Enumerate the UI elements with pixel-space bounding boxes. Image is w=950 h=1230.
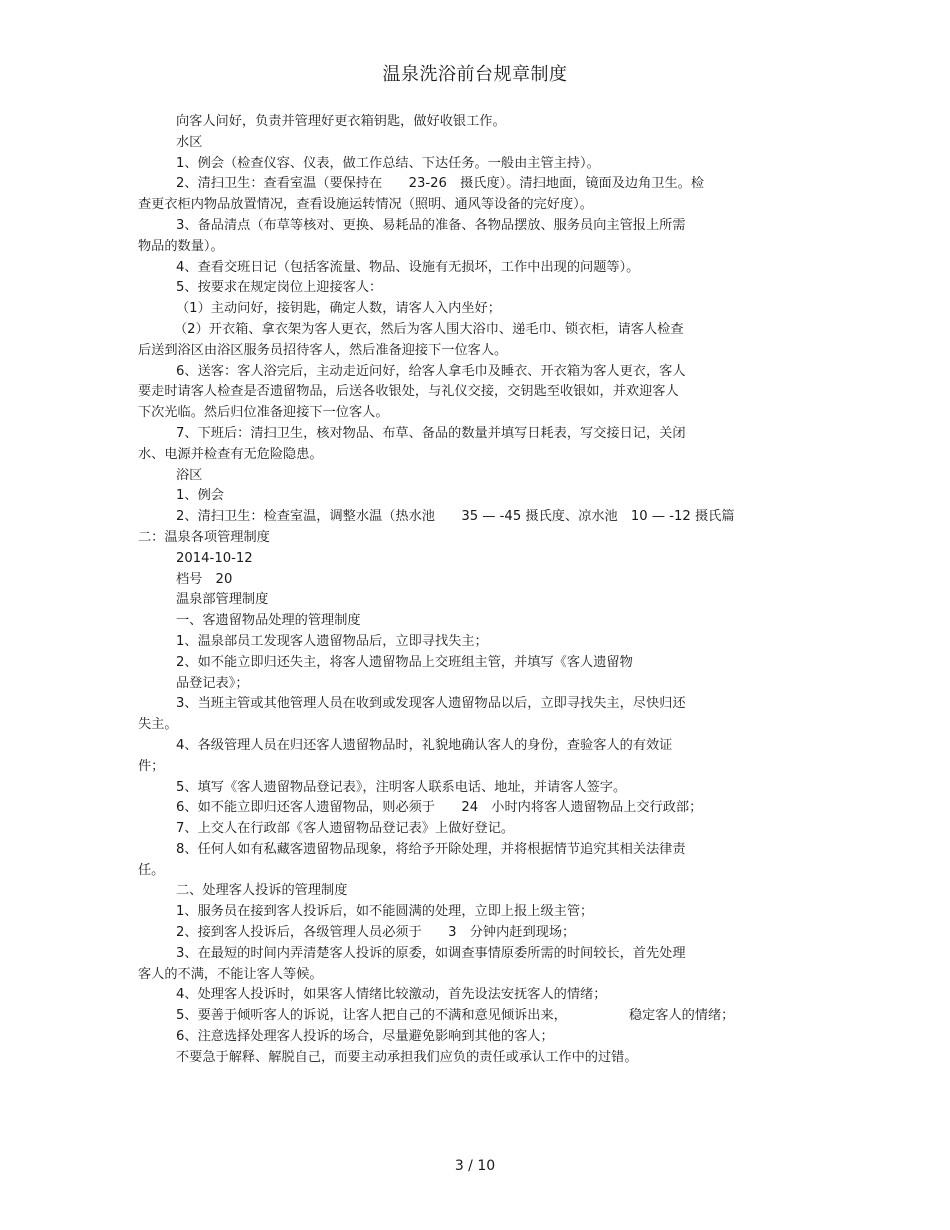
text-line: 下次光临。然后归位准备迎接下一位客人。: [138, 405, 389, 421]
text-line: [138, 1006, 798, 1027]
text-fragment: 5、要善于倾听客人的诉说，让客人把自己的不满和意见倾诉出来，: [176, 1008, 567, 1024]
document-body: [138, 112, 798, 1069]
text-line: 7、上交人在行政部《客人遗留物品登记表》上做好登记。: [176, 821, 515, 837]
text-line: 4、处理客人投诉时，如果客人情绪比较激动，首先设法安抚客人的情绪；: [176, 987, 607, 1003]
document-number: 档号 20: [176, 571, 233, 587]
text-line: 客人的不满，不能让客人等候。: [138, 966, 323, 982]
section-heading: 浴区: [176, 467, 203, 483]
text-line: 1、温泉部员工发现客人遗留物品后，立即寻找失主；: [176, 633, 488, 649]
document-date: 2014-10-12: [176, 550, 253, 566]
section-heading: 二、处理客人投诉的管理制度: [176, 883, 348, 899]
page-number: 3 / 10: [454, 1158, 496, 1174]
text-line: 水、电源并检查有无危险隐患。: [138, 446, 323, 462]
text-line: 5、填写《客人遗留物品登记表》，注明客人联系电话、地址，并请客人签字。: [176, 779, 627, 795]
text-line: 后送到浴区由浴区服务员招待客人，然后准备迎接下一位客人。: [138, 342, 508, 358]
text-line: （2）开衣箱、拿衣架为客人更衣，然后为客人围大浴巾、递毛巾、锁衣柜，请客人检查: [174, 321, 684, 337]
text-line: 1、例会: [176, 488, 224, 504]
text-line: 任。: [138, 862, 165, 878]
text-line: 1、例会（检查仪容、仪表，做工作总结、下达任务。一般由主管主持）。: [176, 155, 600, 171]
page-title: 温泉洗浴前台规章制度: [382, 64, 568, 85]
text-line: 不要急于解释、解脱自己，而要主动承担我们应负的责任或承认工作中的过错。: [176, 1049, 638, 1065]
text-line: 3、当班主管或其他管理人员在收到或发现客人遗留物品以后，立即寻找失主，尽快归还: [176, 696, 686, 712]
text-line: 8、任何人如有私藏客遗留物品现象，将给予开除处理，并将根据情节追究其相关法律责: [176, 841, 686, 857]
text-line: （1）主动问好，接钥匙，确定人数，请客人入内坐好；: [176, 301, 501, 317]
text-line: 5、按要求在规定岗位上迎接客人：: [176, 280, 383, 296]
text-line: 1、服务员在接到客人投诉后，如不能圆满的处理，立即上报上级主管；: [176, 904, 594, 920]
text-line: 2、清扫卫生：检查室温，调整水温（热水池 35 — -45 摄氏度、凉水池 10 — -12 摄氏篇: [176, 509, 735, 525]
text-line: 2、接到客人投诉后，各级管理人员必须于 3 分钟内赶到现场；: [176, 925, 576, 941]
text-line: 6、送客：客人浴完后，主动走近问好，给客人拿毛巾及睡衣、开衣箱为客人更衣，客人: [176, 363, 686, 379]
text-fragment: 稳定客人的情绪；: [628, 1008, 735, 1024]
text-line: 6、如不能立即归还客人遗留物品，则必须于 24 小时内将客人遗留物品上交行政部；: [176, 800, 703, 816]
section-heading: 温泉部管理制度: [176, 592, 269, 608]
text-line: 2、如不能立即归还失主，将客人遗留物品上交班组主管，并填写《客人遗留物: [176, 654, 633, 670]
text-line: 3、在最短的时间内弄清楚客人投诉的原委，如调查事情原委所需的时间较长，首先处理: [176, 945, 686, 961]
section-heading: 二：温泉各项管理制度: [138, 529, 270, 545]
section-heading: 水区: [176, 134, 203, 150]
text-line: 件；: [138, 758, 165, 774]
text-line: 失主。: [138, 717, 178, 733]
text-line: 4、各级管理人员在归还客人遗留物品时，礼貌地确认客人的身份，查验客人的有效证: [176, 737, 673, 753]
text-line: 查更衣柜内物品放置情况，查看设施运转情况（照明、通风等设备的完好度）。: [138, 197, 593, 213]
text-line: 向客人问好，负责并管理好更衣箱钥匙，做好收银工作。: [176, 114, 506, 129]
section-heading: 一、客遗留物品处理的管理制度: [176, 613, 361, 629]
text-line: 6、注意选择处理客人投诉的场合，尽量避免影响到其他的客人；: [176, 1029, 554, 1045]
text-line: 品登记表》；: [176, 675, 249, 691]
text-line: 2、清扫卫生：查看室温（要保持在 23-26 摄氏度）。清扫地面，镜面及边角卫生。检: [176, 176, 705, 192]
text-line: 4、查看交班日记（包括客流量、物品、设施有无损坏，工作中出现的问题等）。: [176, 259, 640, 275]
text-line: 7、下班后：清扫卫生，核对物品、布草、备品的数量并填写日耗表，写交接日记，关闭: [176, 425, 686, 441]
text-line: 3、备品清点（布草等核对、更换、易耗品的准备、各物品摆放、服务员向主管报上所需: [176, 217, 686, 233]
text-line: 要走时请客人检查是否遗留物品，后送各收银处，与礼仪交接，交钥匙至收银如，并欢迎客人: [138, 384, 679, 400]
text-line: 物品的数量）。: [138, 238, 224, 254]
